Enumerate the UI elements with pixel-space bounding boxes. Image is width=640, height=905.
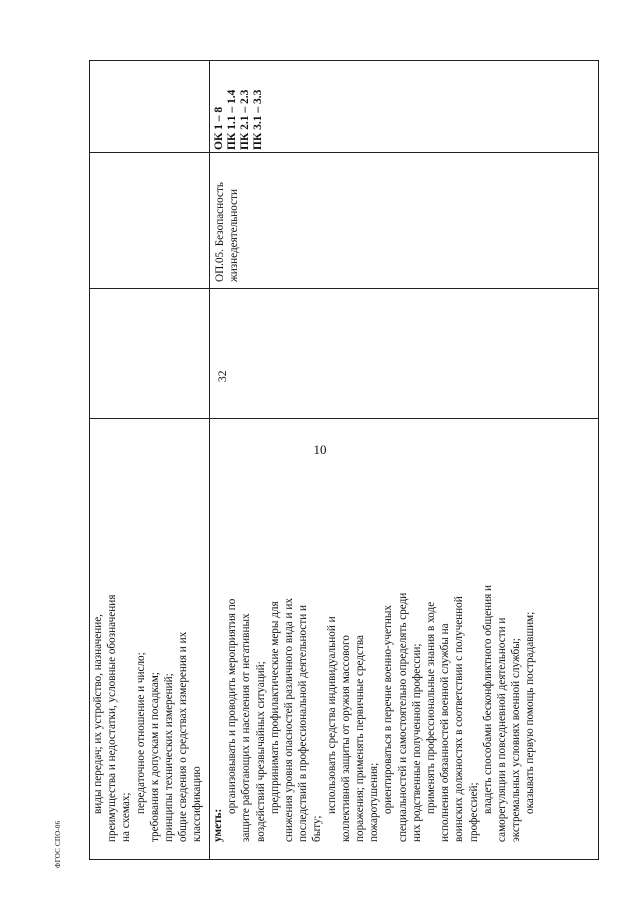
text-line: общие сведения о средствах измерения и их — [177, 631, 190, 842]
text-line: ориентироваться в перечне военно-учетных — [382, 605, 395, 814]
rotated-table — [89, 60, 599, 860]
text-line: них родственные полученной профессии; — [410, 643, 423, 842]
text-line: преимущества и недостатки, условные обозначения — [106, 594, 119, 842]
text-line: на схемах; — [120, 792, 133, 842]
text-line: саморегуляции в повседневной деятельности и — [496, 617, 509, 842]
hours-value: 32 — [217, 370, 229, 382]
content-column — [89, 424, 599, 842]
competencies-list — [213, 60, 265, 150]
text-line: специальностей и самостоятельно определять среди — [396, 592, 409, 842]
text-line: быту; — [311, 815, 324, 842]
text-line: экстремальных условиях военной службы; — [510, 638, 523, 842]
text-line: передаточное отношение и число; — [134, 652, 147, 814]
text-line: виды передач; их устройство, назначение, — [92, 614, 104, 814]
text-line: пожаротушения; — [368, 762, 381, 842]
text-line: профессией; — [467, 782, 480, 842]
competency-item: ПК 1.1 – 1.4 — [226, 89, 238, 150]
text-line: классификацию — [191, 766, 204, 842]
column-divider — [89, 288, 599, 289]
column-divider — [89, 152, 599, 153]
text-line: применять профессиональные знания в ходе — [425, 601, 438, 814]
discipline-name: ОП.05. Безопасность жизнедеятельности — [214, 182, 240, 282]
competency-item: ПК 2.1 – 2.3 — [239, 89, 251, 150]
column-divider — [89, 418, 599, 419]
text-line: воинских должностях в соответствии с полученной — [453, 596, 466, 842]
competency-item: ОК 1 – 8 — [213, 106, 225, 150]
text-line: последствий в профессиональной деятельности и — [297, 604, 310, 842]
page-number: 10 — [313, 442, 327, 457]
text-line: оказывать первую помощь пострадавшим; — [524, 611, 537, 814]
knowledge-cell — [91, 424, 209, 842]
text-line: требования к допускам и посадкам; — [148, 672, 161, 842]
skills-cell — [211, 424, 538, 842]
skills-heading: уметь: — [212, 808, 224, 842]
text-line: организовывать и проводить мероприятия по — [226, 598, 239, 814]
text-line: поражения; применять первичные средства — [354, 635, 367, 842]
text-line: предпринимать профилактические меры для — [268, 601, 281, 814]
text-line: воздействий чрезвычайных ситуаций; — [254, 661, 267, 842]
text-line: коллективной защиты от оружия массового — [339, 635, 352, 842]
text-line: использовать средства индивидуальной и — [325, 616, 338, 814]
text-line: владеть способами бесконфликтного общения и — [481, 584, 494, 814]
text-line: защите работающих и населения от негативных — [240, 613, 253, 842]
footer-standard-code: ФГОС СПО-06 — [54, 820, 62, 868]
text-line: снижения уровня опасностей различного вида и их — [283, 598, 296, 842]
competency-item: ПК 3.1 – 3.3 — [252, 89, 264, 150]
text-line: принципы технических измерений; — [163, 673, 176, 842]
text-line: исполнения обязанностей военной службы на — [439, 623, 452, 842]
